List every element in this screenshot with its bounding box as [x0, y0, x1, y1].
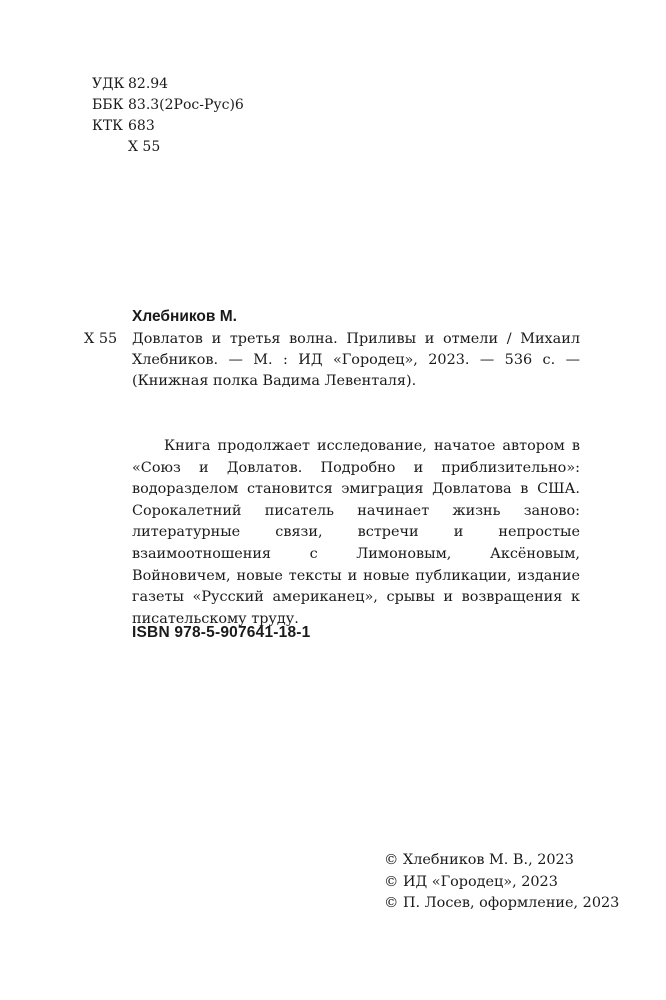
code-key: КТК [92, 118, 124, 134]
udk-row [92, 74, 244, 95]
bibliographic-description: Довлатов и третья волна. Приливы и отмели / Михаил Хлебников. — М. : ИД «Городец», 2023. — 536 с. — (Книжная полка Вадима Левенталя). [132, 331, 580, 389]
bbk-row [92, 95, 244, 116]
code-value: 83.3(2Рос-Рус)6 [128, 97, 244, 113]
cutter-code: Х 55 [128, 139, 161, 155]
ktk-row [92, 116, 244, 137]
author-heading: Хлебников М. [132, 308, 237, 325]
copyright-block [384, 850, 619, 915]
entry-cutter: Х 55 [84, 331, 118, 347]
code-value: 683 [128, 118, 155, 134]
annotation: Книга продолжает исследование, начатое автором в «Союз и Довлатов. Подробно и приблизительно»: водоразделом становится эмиграция Довлатова в США. Сорокалетний писатель начинает жизнь заново: литературные связи, встречи и непростые взаимоотношения с Лимоновым, Аксёновым, Войновичем, новые тексты и новые публикации, издание газеты «Русский американец», срывы и возвращения к писательскому труду. [132, 438, 580, 627]
code-key: УДК [92, 76, 125, 92]
classification-codes [92, 74, 244, 158]
copyright-line: © П. Лосев, оформление, 2023 [384, 895, 620, 911]
bibliographic-entry [84, 306, 580, 392]
description-block [84, 329, 580, 392]
copyright-line: © Хлебников М. В., 2023 [384, 852, 574, 868]
code-value: 82.94 [128, 76, 169, 92]
cutter-code-row [92, 137, 244, 158]
code-key: ББК [92, 97, 124, 113]
isbn: ISBN 978-5-907641-18-1 [132, 624, 311, 641]
copyright-line: © ИД «Городец», 2023 [384, 873, 558, 890]
